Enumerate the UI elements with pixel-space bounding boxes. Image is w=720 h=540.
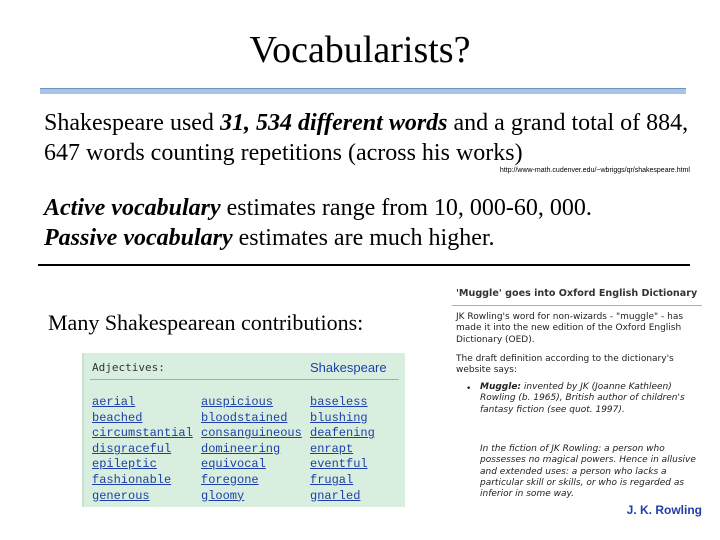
muggle-definition: [480, 382, 698, 416]
adjective-link[interactable]: consanguineous: [201, 426, 302, 441]
section-divider: [38, 264, 690, 266]
adjective-link[interactable]: aerial: [92, 395, 136, 409]
para1-tail: and a grand total of 884, 647 words counting repetitions (across his works): [44, 110, 689, 166]
adjective-link[interactable]: equivocal: [201, 457, 266, 472]
adjectives-column-3: [310, 395, 375, 504]
definition-text: invented by JK (Joanne Kathleen) Rowling (b. 1965), British author of children's fantasy fiction (see quot. 1997).: [480, 382, 685, 415]
adjective-link[interactable]: bloodstained: [201, 410, 288, 425]
adjective-link[interactable]: frugal: [310, 472, 354, 487]
adjective-link[interactable]: gnarled: [310, 488, 361, 503]
para1-lead: Shakespeare used: [44, 110, 220, 136]
passive-vocabulary-text: estimates are much higher.: [232, 225, 495, 251]
adjectives-header-rule: [90, 379, 399, 380]
vocabulary-estimates-paragraph: [44, 193, 694, 253]
rowling-caption: J. K. Rowling: [626, 503, 702, 517]
adjective-link[interactable]: foregone: [201, 472, 259, 487]
shakespeare-caption: Shakespeare: [310, 360, 387, 375]
adjectives-column-2: [201, 395, 302, 504]
passive-vocabulary-line: [44, 223, 694, 253]
contributions-label: Many Shakespearean contributions:: [48, 310, 364, 335]
adjectives-column-1: [92, 395, 193, 504]
article-headline-rule: [452, 305, 702, 306]
article-intro: JK Rowling's word for non-wizards - "muggle" - has made it into the new edition of the Oxford English Dictionary (OED).: [456, 312, 684, 345]
adjective-link[interactable]: enrapt: [310, 441, 354, 456]
passive-vocabulary-term: Passive vocabulary: [44, 225, 233, 251]
adjective-link[interactable]: epileptic: [92, 457, 157, 472]
adjective-link[interactable]: eventful: [310, 457, 368, 472]
active-vocabulary-line: [44, 193, 694, 223]
adjective-link[interactable]: domineering: [201, 441, 281, 456]
adjective-link[interactable]: disgraceful: [92, 441, 172, 456]
slide-title: Vocabularists?: [249, 29, 471, 71]
shakespeare-word-count-paragraph: [44, 108, 694, 168]
adjectives-table: [82, 353, 405, 507]
para1-emphasis: 31, 534 different words: [219, 110, 448, 136]
adjective-link[interactable]: circumstantial: [92, 426, 193, 441]
adjective-link[interactable]: gloomy: [201, 488, 245, 503]
article-lead-in: The draft definition according to the dictionary's website says:: [456, 354, 674, 376]
adjective-link[interactable]: blushing: [310, 410, 368, 425]
adjective-link[interactable]: baseless: [310, 395, 368, 409]
article-headline: 'Muggle' goes into Oxford English Dictionary: [456, 288, 698, 299]
adjective-link[interactable]: deafening: [310, 426, 375, 441]
source-url: http://www-math.cudenver.edu/~wbriggs/qr/shakespeare.html: [499, 167, 690, 174]
adjective-link[interactable]: fashionable: [92, 472, 172, 487]
active-vocabulary-text: estimates range from 10, 000-60, 000.: [220, 195, 592, 221]
active-vocabulary-term: Active vocabulary: [44, 195, 221, 221]
adjective-link[interactable]: generous: [92, 488, 150, 503]
adjective-link[interactable]: auspicious: [201, 395, 274, 409]
title-underline: [40, 88, 686, 94]
muggle-article-clipping: [452, 286, 702, 522]
adjective-link[interactable]: beached: [92, 410, 143, 425]
definition-term: Muggle:: [480, 382, 522, 392]
adjectives-header: Adjectives:: [92, 361, 165, 374]
muggle-definition-extended: In the fiction of JK Rowling: a person who possesses no magical powers. Hence in allusive and extended uses: a person who lacks a particular skill or skills, or who is regarded as inferior in some way.: [480, 444, 696, 500]
bullet-icon: •: [466, 384, 472, 394]
